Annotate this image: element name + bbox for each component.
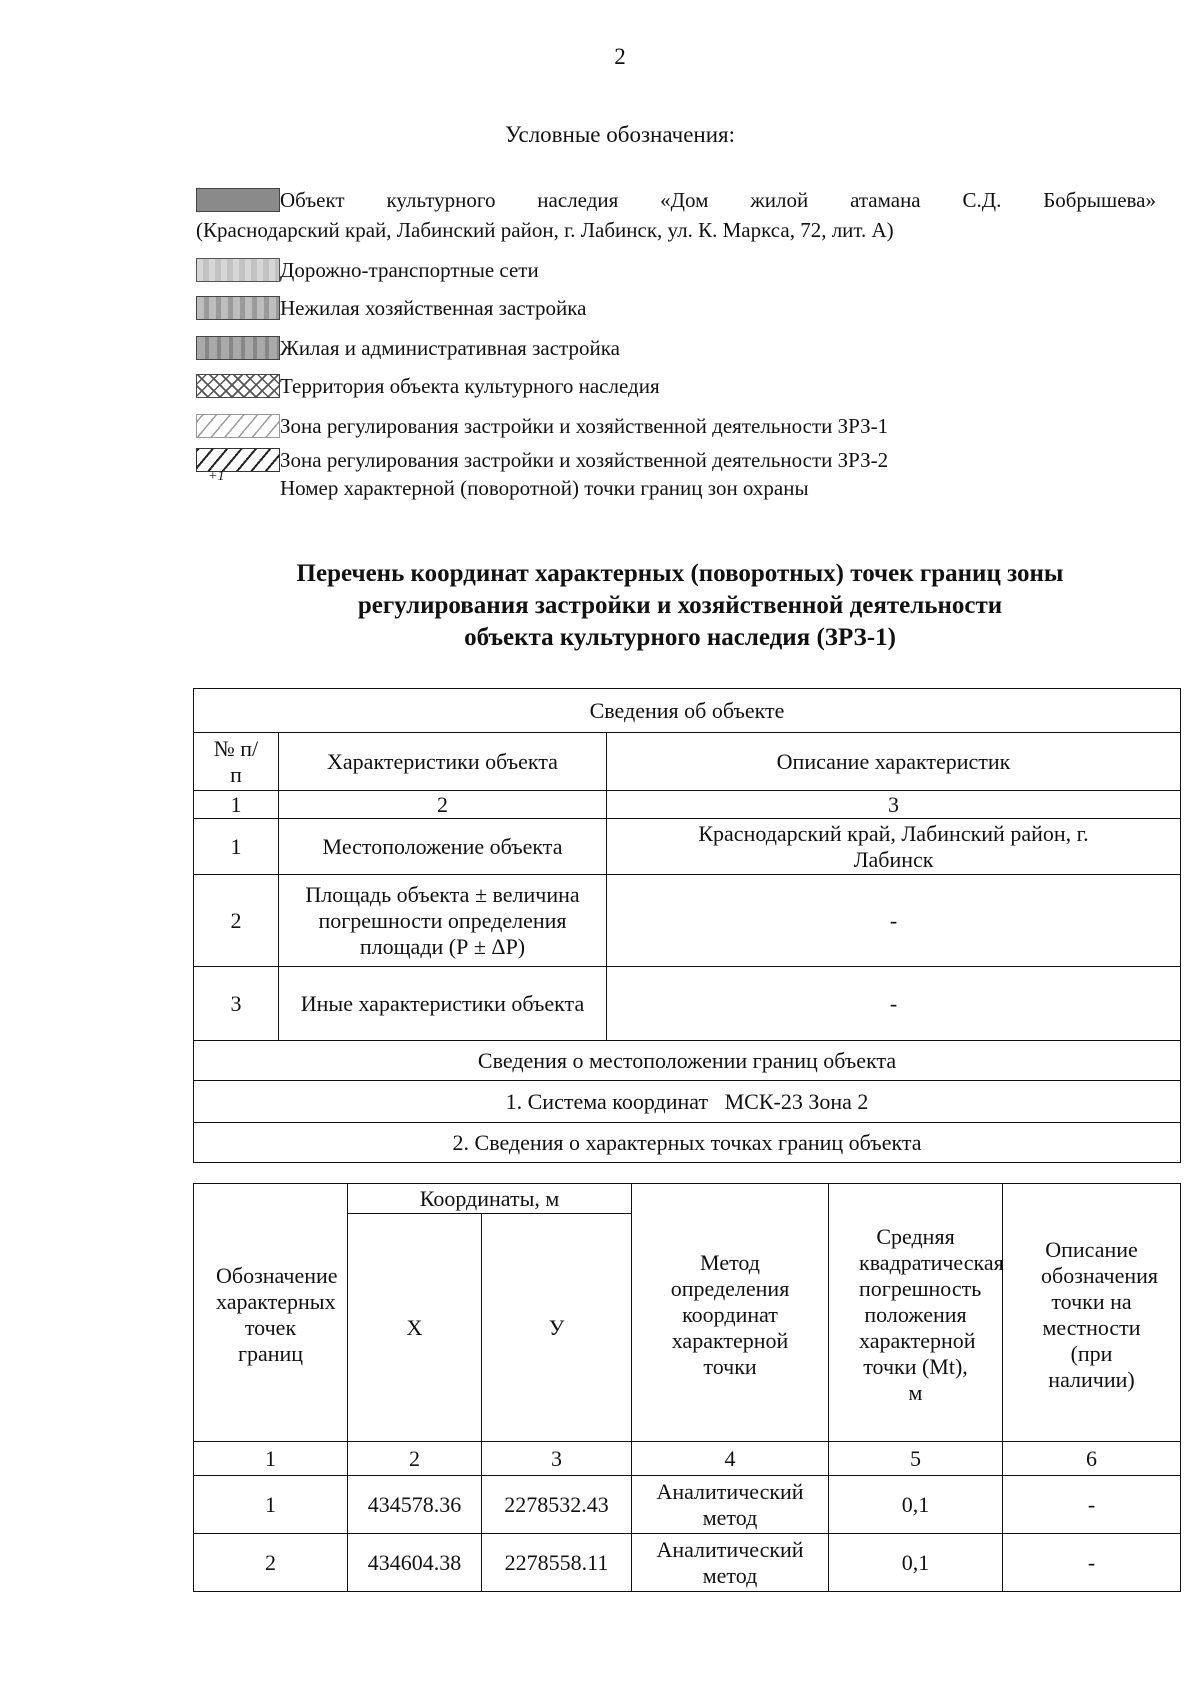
points-title-row — [194, 1123, 1181, 1163]
page-number: 2 — [614, 44, 626, 69]
column-header-characteristics: Характеристики объекта — [279, 733, 607, 791]
row-number: 2 — [194, 875, 279, 967]
legend-item-heritage-object — [196, 188, 1156, 212]
zrz1-hatch-swatch — [196, 414, 280, 438]
heritage-object-swatch — [196, 188, 280, 212]
table-row — [194, 1534, 1181, 1592]
column-numbers-row — [194, 1442, 1181, 1476]
column-header-coordinates: Координаты, м — [348, 1184, 632, 1214]
point-error: 0,1 — [829, 1476, 1003, 1534]
legend-item-residential — [196, 336, 1156, 360]
object-info-title: Сведения об объекте — [194, 689, 1181, 733]
legend-item-heritage-territory — [196, 374, 1156, 398]
point-number: 1 — [194, 1476, 348, 1534]
legend-item-label: Нежилая хозяйственная застройка — [280, 296, 587, 320]
legend-item-heritage-object-address — [196, 218, 1156, 242]
column-number: 5 — [829, 1442, 1003, 1476]
legend-item-label: Номер характерной (поворотной) точки границ зон охраны — [280, 476, 809, 500]
heading-line-1: Перечень координат характерных (поворотных) точек границ зоны — [296, 560, 1064, 587]
point-y: 2278532.43 — [482, 1476, 632, 1534]
column-number: 6 — [1003, 1442, 1181, 1476]
legend-item-zrz2 — [196, 448, 1156, 472]
column-header-method: Метод определения координат характерной точки — [632, 1184, 829, 1442]
point-x: 434604.38 — [348, 1534, 482, 1592]
points-title: 2. Сведения о характерных точках границ объекта — [194, 1123, 1181, 1163]
legend-item-label: Дорожно-транспортные сети — [280, 258, 539, 282]
location-title: Сведения о местоположении границ объекта — [194, 1041, 1181, 1081]
legend-item-roads — [196, 258, 1156, 282]
row-description: - — [607, 875, 1181, 967]
column-header-point-description: Описание обозначения точки на местности (при наличии) — [1003, 1184, 1181, 1442]
heading-line-3: объекта культурного наследия (ЗРЗ-1) — [464, 624, 896, 651]
point-x: 434578.36 — [348, 1476, 482, 1534]
column-number: 2 — [348, 1442, 482, 1476]
heritage-territory-swatch — [196, 374, 280, 398]
point-description: - — [1003, 1534, 1181, 1592]
point-number-symbol — [196, 469, 280, 500]
column-number: 4 — [632, 1442, 829, 1476]
location-title-row — [194, 1041, 1181, 1081]
legend-item-point-number — [196, 469, 1156, 500]
document-heading — [180, 558, 1180, 654]
legend-item-label: Зона регулирования застройки и хозяйственной деятельности ЗРЗ-1 — [280, 414, 889, 438]
column-header-designation: Обозначение характерных точек границ — [194, 1184, 348, 1442]
point-method: Аналитический метод — [632, 1534, 829, 1592]
coord-system — [194, 1081, 1181, 1123]
column-header-number: № п/п — [194, 733, 279, 791]
column-number: 1 — [194, 1442, 348, 1476]
table-row — [194, 967, 1181, 1041]
road-network-swatch — [196, 258, 280, 282]
legend-item-label: Зона регулирования застройки и хозяйственной деятельности ЗРЗ-2 — [280, 448, 889, 472]
column-numbers-row — [194, 791, 1181, 819]
column-header-error: Средняя квадратическая погрешность положения характерной точки (Mt), м — [829, 1184, 1003, 1442]
legend-title: Условные обозначения: — [504, 122, 736, 147]
nonresidential-swatch — [196, 296, 280, 320]
legend-item-label: Объект культурного наследия «Дом жилой атамана С.Д. Бобрышева» — [280, 188, 1156, 212]
table-row — [194, 1476, 1181, 1534]
row-description: - — [607, 967, 1181, 1041]
column-number: 2 — [279, 791, 607, 819]
legend-item-nonresidential — [196, 296, 1156, 320]
coord-system-label: 1. Система координат — [505, 1088, 709, 1114]
row-characteristic: Площадь объекта ± величина погрешности определения площади (Р ± ΔР) — [279, 875, 607, 967]
legend-item-zrz1 — [196, 414, 1156, 438]
table-title-row — [194, 689, 1181, 733]
legend-item-label-continued: (Краснодарский край, Лабинский район, г. Лабинск, ул. К. Маркса, 72, лит. А) — [196, 218, 894, 242]
row-characteristic: Иные характеристики объекта — [279, 967, 607, 1041]
point-number-symbol-text: +1 — [208, 469, 225, 484]
points-table — [193, 1183, 1181, 1592]
column-number: 3 — [607, 791, 1181, 819]
row-number: 3 — [194, 967, 279, 1041]
column-header-x: X — [348, 1214, 482, 1442]
point-number: 2 — [194, 1534, 348, 1592]
point-error: 0,1 — [829, 1534, 1003, 1592]
column-header-description: Описание характеристик — [607, 733, 1181, 791]
column-number: 3 — [482, 1442, 632, 1476]
column-header-y: У — [482, 1214, 632, 1442]
row-number: 1 — [194, 819, 279, 875]
table-header-row — [194, 733, 1181, 791]
point-description: - — [1003, 1476, 1181, 1534]
column-number: 1 — [194, 791, 279, 819]
table-row — [194, 819, 1181, 875]
row-characteristic: Местоположение объекта — [279, 819, 607, 875]
points-header-row — [194, 1184, 1181, 1214]
heading-line-2: регулирования застройки и хозяйственной деятельности — [357, 592, 1003, 619]
point-y: 2278558.11 — [482, 1534, 632, 1592]
coord-system-value: МСК-23 Зона 2 — [724, 1088, 869, 1114]
table-row — [194, 875, 1181, 967]
point-method: Аналитический метод — [632, 1476, 829, 1534]
legend-item-label: Жилая и административная застройка — [280, 336, 620, 360]
object-info-table — [193, 688, 1181, 1163]
row-description: Краснодарский край, Лабинский район, г. Лабинск — [607, 819, 1181, 875]
coord-system-row — [194, 1081, 1181, 1123]
residential-swatch — [196, 336, 280, 360]
legend-item-label: Территория объекта культурного наследия — [280, 374, 660, 398]
